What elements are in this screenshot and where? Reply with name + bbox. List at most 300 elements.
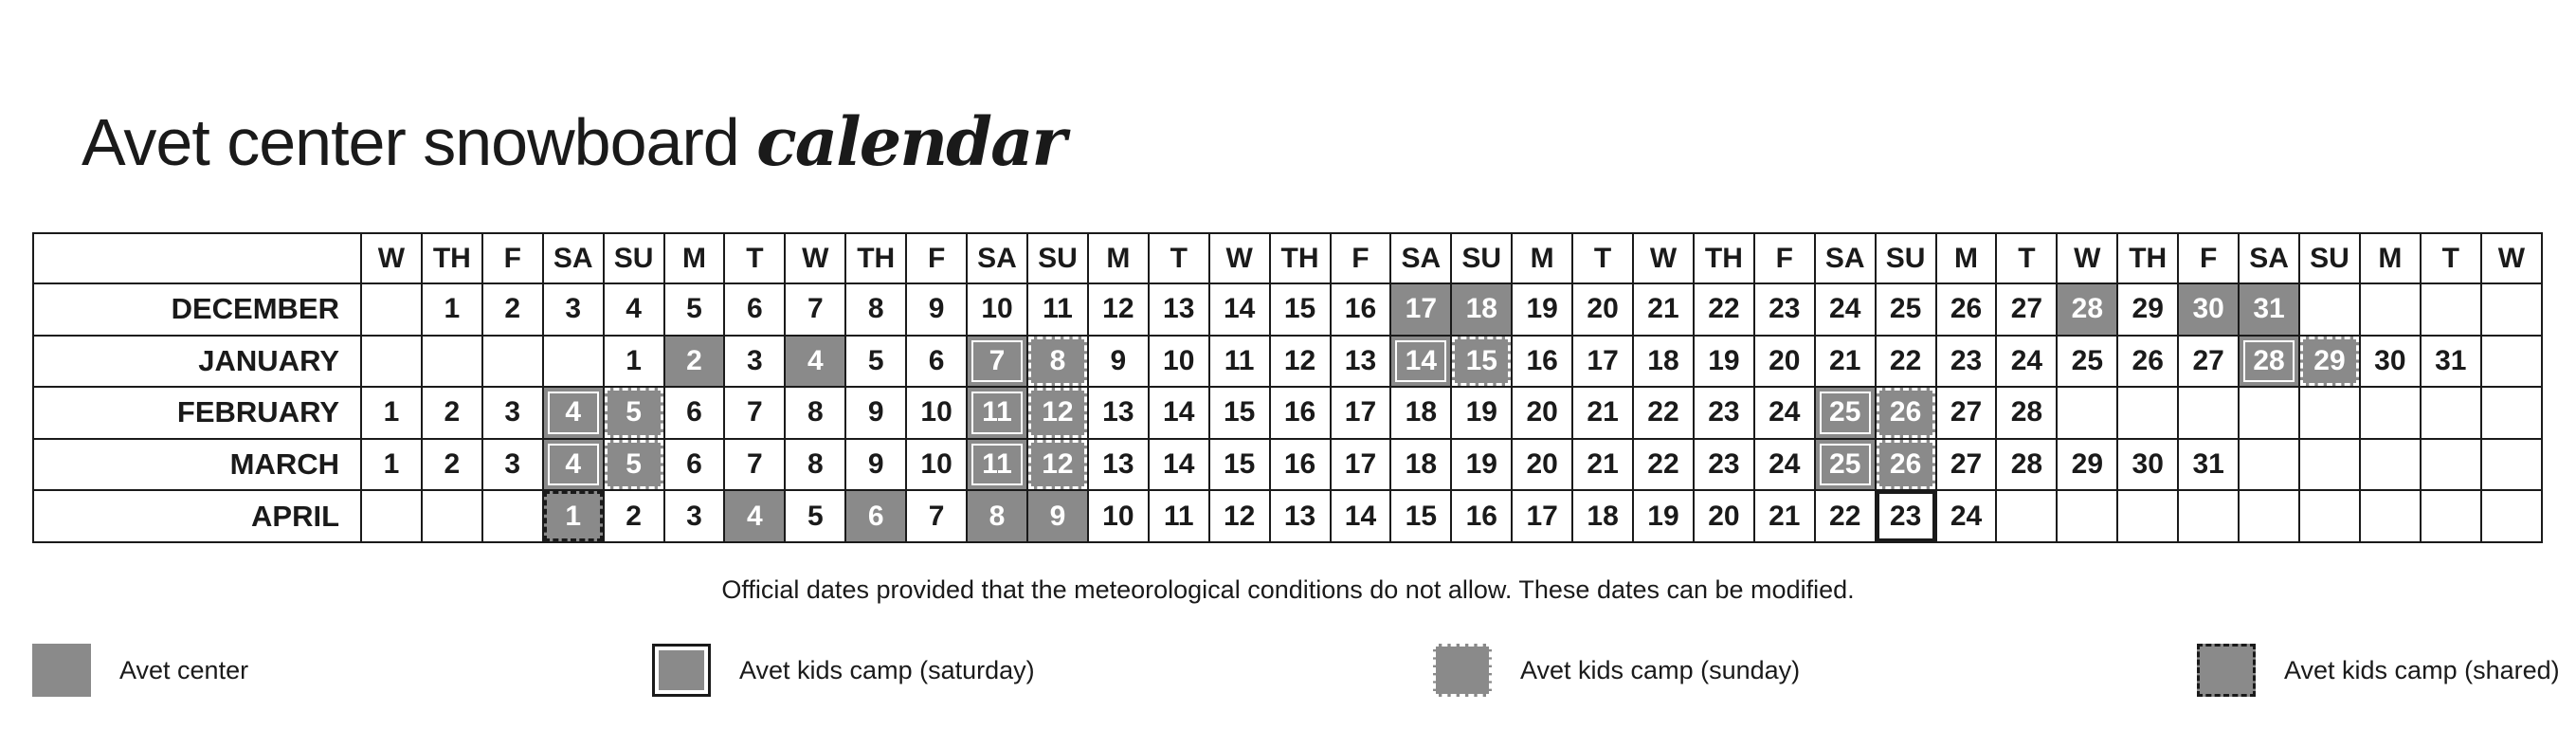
month-label: MARCH <box>33 439 361 491</box>
day-number <box>2240 491 2298 541</box>
day-number: 14 <box>1223 293 1256 325</box>
day-number: 31 <box>2240 284 2298 335</box>
day-number: 7 <box>807 293 824 325</box>
day-number <box>483 337 542 387</box>
weekday-header: SU <box>1876 233 1936 283</box>
day-cell <box>785 439 845 491</box>
day-number: 9 <box>928 293 945 325</box>
day-number: 9 <box>1110 344 1127 376</box>
day-number: 3 <box>504 396 521 428</box>
legend-label: Avet kids camp (saturday) <box>739 655 1035 684</box>
weekday-header: M <box>1088 233 1149 283</box>
day-cell <box>1996 439 2057 491</box>
day-cell <box>1331 439 1391 491</box>
day-cell <box>1694 387 1754 439</box>
day-cell <box>2239 490 2299 542</box>
month-label: APRIL <box>33 490 361 542</box>
day-cell <box>1996 387 2057 439</box>
day-number: 13 <box>1163 293 1195 325</box>
header-corner-cell <box>33 233 361 283</box>
day-cell <box>1936 283 1997 336</box>
day-number: 20 <box>1587 293 1619 325</box>
day-cell <box>1876 336 1936 388</box>
day-cell <box>422 336 482 388</box>
day-cell <box>1512 439 1572 491</box>
day-cell <box>1451 283 1512 336</box>
day-number: 10 <box>920 448 952 481</box>
day-number: 23 <box>1708 396 1740 428</box>
day-cell <box>967 490 1027 542</box>
legend-swatch-saturday <box>652 644 711 697</box>
day-cell <box>785 387 845 439</box>
day-cell <box>1876 283 1936 336</box>
day-number: 8 <box>968 491 1026 541</box>
day-cell <box>1209 490 1270 542</box>
day-cell <box>1996 283 2057 336</box>
day-cell <box>1815 387 1876 439</box>
day-number: 17 <box>1526 500 1558 532</box>
day-number: 31 <box>2435 344 2467 376</box>
weekday-header: TH <box>1694 233 1754 283</box>
page-title <box>82 102 1064 181</box>
day-number <box>2482 284 2541 335</box>
day-cell <box>1633 283 1694 336</box>
day-number: 21 <box>1647 293 1679 325</box>
weekday-header: TH <box>2117 233 2178 283</box>
day-number: 19 <box>1465 396 1497 428</box>
day-number: 16 <box>1344 293 1377 325</box>
day-cell <box>1149 439 1209 491</box>
day-cell <box>2481 283 2542 336</box>
day-number: 7 <box>968 337 1026 387</box>
legend-item-sunday <box>1433 642 1800 699</box>
day-number: 19 <box>1526 293 1558 325</box>
day-number: 1 <box>444 293 461 325</box>
day-cell <box>1633 439 1694 491</box>
day-cell <box>604 387 664 439</box>
day-number <box>544 337 603 387</box>
day-cell <box>543 336 604 388</box>
day-number: 21 <box>1587 396 1619 428</box>
day-cell <box>2360 336 2421 388</box>
day-number: 14 <box>1163 448 1195 481</box>
day-cell <box>1754 283 1815 336</box>
day-cell <box>1754 490 1815 542</box>
day-cell <box>1088 336 1149 388</box>
day-number: 25 <box>2071 344 2104 376</box>
day-cell <box>1572 387 1633 439</box>
day-number: 2 <box>665 337 724 387</box>
weekday-header: W <box>2057 233 2117 283</box>
day-number <box>423 491 481 541</box>
day-number: 9 <box>867 396 884 428</box>
day-cell <box>785 283 845 336</box>
day-number: 27 <box>1950 448 1983 481</box>
day-number: 4 <box>544 388 603 438</box>
day-number: 1 <box>383 448 400 481</box>
day-number: 15 <box>1223 448 1256 481</box>
day-cell <box>1633 490 1694 542</box>
day-cell <box>1815 283 1876 336</box>
day-number <box>2422 440 2480 490</box>
day-number: 18 <box>1647 344 1679 376</box>
day-cell <box>2239 387 2299 439</box>
day-cell <box>845 283 906 336</box>
day-number: 6 <box>686 448 702 481</box>
day-number: 17 <box>1587 344 1619 376</box>
day-cell <box>1209 336 1270 388</box>
day-number: 10 <box>920 396 952 428</box>
day-cell <box>1390 336 1451 388</box>
day-cell <box>2239 439 2299 491</box>
day-number <box>2058 491 2116 541</box>
day-cell <box>1331 387 1391 439</box>
day-number: 24 <box>2010 344 2043 376</box>
day-number: 7 <box>928 500 945 532</box>
day-cell <box>1754 439 1815 491</box>
day-cell <box>1572 490 1633 542</box>
day-cell <box>543 439 604 491</box>
day-number: 27 <box>2010 293 2043 325</box>
day-cell <box>2178 283 2239 336</box>
day-number: 9 <box>867 448 884 481</box>
day-number: 8 <box>807 396 824 428</box>
day-number: 5 <box>686 293 702 325</box>
day-cell <box>2057 336 2117 388</box>
day-number <box>423 337 481 387</box>
day-cell <box>1512 336 1572 388</box>
day-cell <box>1512 387 1572 439</box>
day-number: 5 <box>807 500 824 532</box>
day-cell <box>2057 387 2117 439</box>
day-number: 19 <box>1647 500 1679 532</box>
day-cell <box>1996 490 2057 542</box>
day-number: 10 <box>981 293 1013 325</box>
day-cell <box>361 490 422 542</box>
day-number: 14 <box>1163 396 1195 428</box>
day-cell <box>543 283 604 336</box>
day-number: 13 <box>1344 344 1377 376</box>
day-number <box>2482 337 2541 387</box>
day-cell <box>1149 336 1209 388</box>
weekday-header: SU <box>604 233 664 283</box>
day-number: 10 <box>1102 500 1134 532</box>
day-number: 21 <box>1769 500 1801 532</box>
day-cell <box>906 336 967 388</box>
day-cell <box>1390 490 1451 542</box>
day-cell <box>1694 283 1754 336</box>
day-cell <box>604 439 664 491</box>
day-number: 22 <box>1889 344 1922 376</box>
day-number: 23 <box>1708 448 1740 481</box>
day-cell <box>2117 439 2178 491</box>
day-number: 6 <box>686 396 702 428</box>
day-cell <box>482 387 543 439</box>
day-number: 20 <box>1769 344 1801 376</box>
weekday-header: T <box>1572 233 1633 283</box>
day-number: 20 <box>1526 396 1558 428</box>
day-cell <box>604 336 664 388</box>
day-number: 15 <box>1405 500 1438 532</box>
day-cell <box>543 387 604 439</box>
day-number: 16 <box>1283 396 1316 428</box>
day-cell <box>967 283 1027 336</box>
day-number: 3 <box>747 344 763 376</box>
day-cell <box>1270 336 1331 388</box>
day-cell <box>2239 336 2299 388</box>
day-cell <box>361 283 422 336</box>
day-number: 25 <box>1816 440 1875 490</box>
day-number: 5 <box>867 344 884 376</box>
weekday-header: TH <box>422 233 482 283</box>
legend-label: Avet center <box>119 655 249 684</box>
day-number <box>2240 388 2298 438</box>
calendar-table <box>32 232 2543 543</box>
day-number: 2 <box>504 293 521 325</box>
day-number: 21 <box>1829 344 1861 376</box>
day-number: 20 <box>1708 500 1740 532</box>
day-number: 6 <box>747 293 763 325</box>
month-label: FEBRUARY <box>33 387 361 439</box>
day-number: 18 <box>1587 500 1619 532</box>
day-cell <box>1088 490 1149 542</box>
day-cell <box>1027 387 1088 439</box>
day-cell <box>1936 490 1997 542</box>
day-cell <box>664 490 725 542</box>
day-cell <box>1815 439 1876 491</box>
day-cell <box>1270 283 1331 336</box>
day-cell <box>604 490 664 542</box>
disclaimer-note: Official dates provided that the meteorological conditions do not allow. These dates can be modified. <box>721 575 1855 604</box>
day-cell <box>2239 283 2299 336</box>
day-cell <box>1694 336 1754 388</box>
weekday-header: M <box>1936 233 1997 283</box>
day-cell <box>1936 336 1997 388</box>
day-cell <box>1331 490 1391 542</box>
day-cell <box>1694 439 1754 491</box>
day-number: 4 <box>725 491 784 541</box>
day-cell <box>845 387 906 439</box>
day-number <box>2300 388 2359 438</box>
title-emphasis: calendar <box>756 102 1065 181</box>
weekday-header: W <box>1633 233 1694 283</box>
day-cell <box>1149 283 1209 336</box>
legend-item-center <box>32 642 248 699</box>
day-number: 16 <box>1283 448 1316 481</box>
day-cell <box>906 283 967 336</box>
day-number: 9 <box>1028 491 1087 541</box>
day-number <box>2422 284 2480 335</box>
day-cell <box>543 490 604 542</box>
day-cell <box>2178 439 2239 491</box>
day-number <box>362 284 421 335</box>
day-number: 1 <box>383 396 400 428</box>
day-cell <box>2057 439 2117 491</box>
day-number: 31 <box>2192 448 2224 481</box>
day-cell <box>1936 439 1997 491</box>
day-cell <box>2299 283 2360 336</box>
weekday-header: W <box>2481 233 2542 283</box>
day-number: 24 <box>1769 448 1801 481</box>
day-cell <box>604 283 664 336</box>
day-cell <box>2421 387 2481 439</box>
month-row-february <box>33 387 2542 439</box>
day-cell <box>1209 387 1270 439</box>
day-cell <box>1876 490 1936 542</box>
day-number: 23 <box>1769 293 1801 325</box>
day-cell <box>2481 439 2542 491</box>
day-cell <box>2117 490 2178 542</box>
day-number: 29 <box>2300 337 2359 387</box>
day-number: 4 <box>626 293 642 325</box>
day-cell <box>1694 490 1754 542</box>
day-number: 12 <box>1102 293 1134 325</box>
day-number: 18 <box>1405 396 1438 428</box>
weekday-header: SA <box>2239 233 2299 283</box>
day-cell <box>1209 283 1270 336</box>
day-number <box>2422 491 2480 541</box>
day-number: 18 <box>1405 448 1438 481</box>
day-number <box>483 491 542 541</box>
day-cell <box>2481 336 2542 388</box>
day-cell <box>2421 336 2481 388</box>
day-cell <box>2299 490 2360 542</box>
day-cell <box>1149 387 1209 439</box>
day-number <box>2482 388 2541 438</box>
day-number: 13 <box>1102 448 1134 481</box>
day-cell <box>482 283 543 336</box>
day-number <box>2300 284 2359 335</box>
day-number: 11 <box>968 388 1026 438</box>
day-number: 15 <box>1223 396 1256 428</box>
day-cell <box>2057 283 2117 336</box>
day-number: 7 <box>747 396 763 428</box>
day-cell <box>1451 336 1512 388</box>
day-cell <box>1633 387 1694 439</box>
day-number: 24 <box>1769 396 1801 428</box>
weekday-header: SA <box>967 233 1027 283</box>
day-cell <box>1512 283 1572 336</box>
legend-item-saturday <box>652 642 1035 699</box>
day-cell <box>664 336 725 388</box>
day-cell <box>1270 490 1331 542</box>
weekday-header: F <box>1331 233 1391 283</box>
weekday-header: T <box>2421 233 2481 283</box>
day-number: 11 <box>1163 500 1194 532</box>
day-cell <box>2299 336 2360 388</box>
weekday-header: SA <box>543 233 604 283</box>
day-cell <box>1572 336 1633 388</box>
weekday-header: T <box>1149 233 1209 283</box>
day-cell <box>845 490 906 542</box>
day-number: 6 <box>928 344 945 376</box>
month-row-march <box>33 439 2542 491</box>
day-number: 2 <box>444 448 461 481</box>
day-number: 19 <box>1465 448 1497 481</box>
day-cell <box>361 336 422 388</box>
day-number: 4 <box>544 440 603 490</box>
day-number: 23 <box>1950 344 1983 376</box>
day-number <box>362 491 421 541</box>
day-cell <box>2178 387 2239 439</box>
day-number: 17 <box>1344 448 1377 481</box>
day-number <box>1997 491 2056 541</box>
day-number <box>2179 491 2238 541</box>
day-number: 1 <box>544 491 603 541</box>
day-cell <box>967 387 1027 439</box>
day-cell <box>1088 387 1149 439</box>
day-cell <box>724 387 785 439</box>
weekday-header: W <box>785 233 845 283</box>
day-cell <box>2421 439 2481 491</box>
day-cell <box>785 490 845 542</box>
day-number: 24 <box>1829 293 1861 325</box>
month-label: DECEMBER <box>33 283 361 336</box>
legend-item-shared <box>2197 642 2560 699</box>
day-cell <box>1331 283 1391 336</box>
day-cell <box>1876 387 1936 439</box>
month-row-december <box>33 283 2542 336</box>
day-cell <box>1027 439 1088 491</box>
legend-label: Avet kids camp (shared) <box>2284 655 2560 684</box>
day-cell <box>1270 387 1331 439</box>
day-cell <box>2421 490 2481 542</box>
day-cell <box>1390 439 1451 491</box>
day-number <box>2482 440 2541 490</box>
day-cell <box>1088 439 1149 491</box>
day-number: 28 <box>2010 448 2043 481</box>
day-number <box>2361 388 2420 438</box>
day-number: 21 <box>1587 448 1619 481</box>
legend-swatch-shared <box>2197 644 2256 697</box>
day-cell <box>482 336 543 388</box>
day-number <box>2058 388 2116 438</box>
day-number: 17 <box>1391 284 1450 335</box>
day-cell <box>361 387 422 439</box>
day-number: 22 <box>1647 448 1679 481</box>
day-cell <box>664 387 725 439</box>
day-cell <box>482 490 543 542</box>
day-number: 12 <box>1028 440 1087 490</box>
weekday-header: T <box>724 233 785 283</box>
day-cell <box>2178 336 2239 388</box>
day-number: 15 <box>1452 337 1511 387</box>
day-cell <box>1390 283 1451 336</box>
day-number: 28 <box>2010 396 2043 428</box>
day-number: 25 <box>1889 293 1922 325</box>
day-cell <box>1451 439 1512 491</box>
day-number: 26 <box>1877 440 1935 490</box>
day-number <box>362 337 421 387</box>
day-number <box>2179 388 2238 438</box>
day-cell <box>2117 336 2178 388</box>
day-cell <box>967 439 1027 491</box>
day-cell <box>2360 439 2421 491</box>
weekday-header: SU <box>1451 233 1512 283</box>
month-row-april <box>33 490 2542 542</box>
day-cell <box>422 439 482 491</box>
day-cell <box>482 439 543 491</box>
day-cell <box>422 387 482 439</box>
day-cell <box>724 439 785 491</box>
weekday-header: SA <box>1815 233 1876 283</box>
weekday-header-row <box>33 233 2542 283</box>
day-cell <box>1027 283 1088 336</box>
day-cell <box>2299 439 2360 491</box>
month-row-january <box>33 336 2542 388</box>
day-number: 1 <box>626 344 642 376</box>
day-number: 16 <box>1526 344 1558 376</box>
